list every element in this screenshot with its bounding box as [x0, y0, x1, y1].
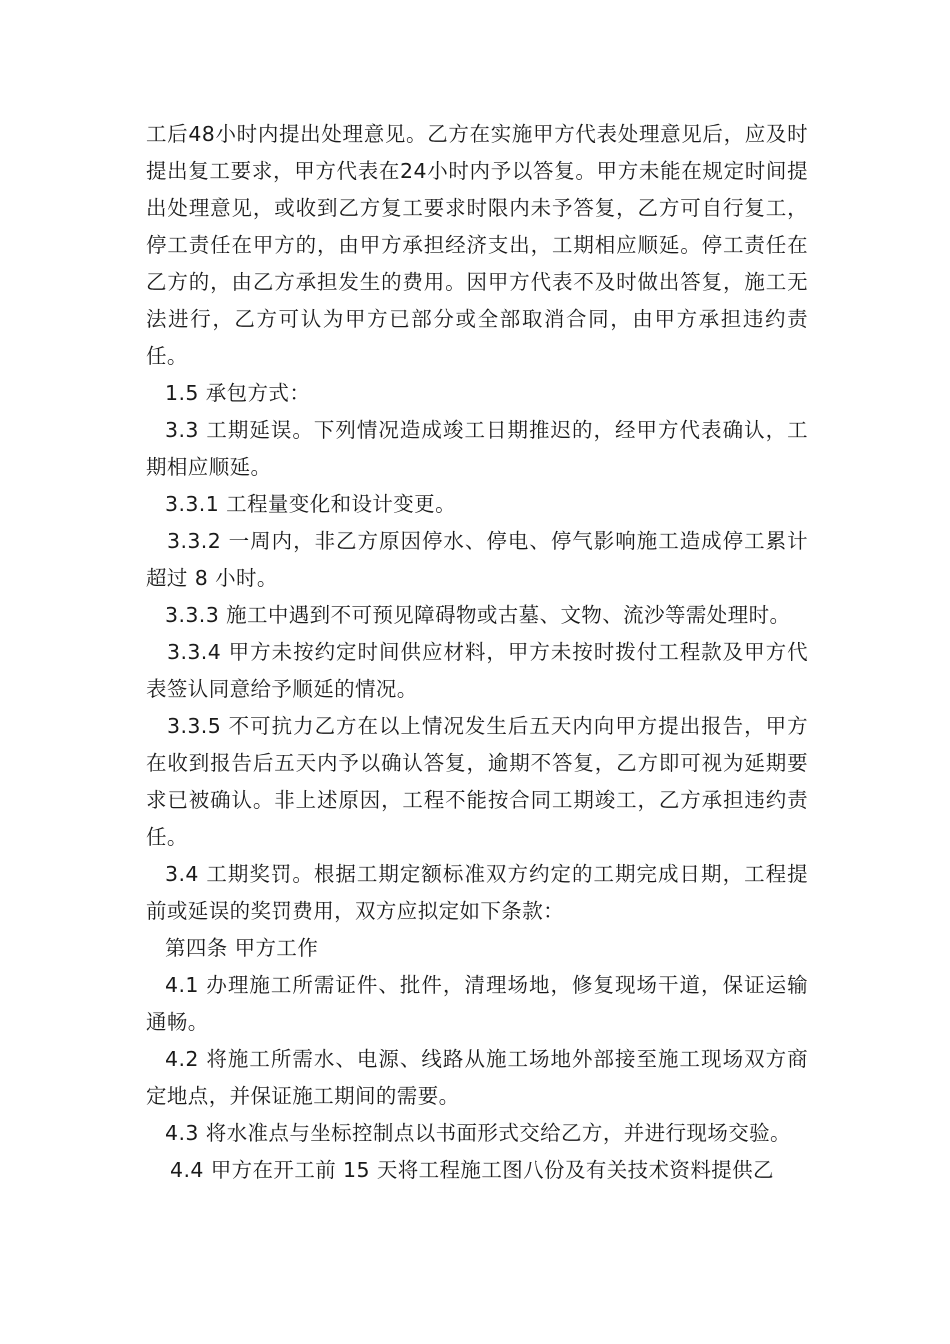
paragraph-continuation: 工后48小时内提出处理意见。乙方在实施甲方代表处理意见后，应及时提出复工要求，甲方代表在24小时内予以答复。甲方未能在规定时间提出处理意见，或收到乙方复工要求时限内未予答复，乙方可自行复工，停工责任在甲方的，由甲方承担经济支出，工期相应顺延。停工责任在乙方的，由乙方承担发生的费用。因甲方代表不及时做出答复，施工无法进行，乙方可认为甲方已部分或全部取消合同，由甲方承担违约责任。 — [146, 122, 808, 368]
paragraph-3-3: 3.3 工期延误。下列情况造成竣工日期推迟的，经甲方代表确认，工期相应顺延。 — [146, 418, 808, 479]
section-heading-article-4: 第四条 甲方工作 — [165, 936, 319, 960]
paragraph-3-3-4: 3.3.4 甲方未按约定时间供应材料，甲方未按时拨付工程款及甲方代表签认同意给予顺延的情况。 — [146, 640, 808, 701]
paragraph-3-3-1: 3.3.1 工程量变化和设计变更。 — [165, 492, 456, 516]
paragraph-3-3-5: 3.3.5 不可抗力乙方在以上情况发生后五天内向甲方提出报告，甲方在收到报告后五天内予以确认答复，逾期不答复，乙方即可视为延期要求已被确认。非上述原因，工程不能按合同工期竣工，乙方承担违约责任。 — [146, 714, 808, 849]
document-body — [146, 116, 808, 1189]
paragraph-4-1: 4.1 办理施工所需证件、批件，清理场地，修复现场干道，保证运输通畅。 — [146, 973, 808, 1034]
paragraph-3-4: 3.4 工期奖罚。根据工期定额标准双方约定的工期完成日期，工程提前或延误的奖罚费用，双方应拟定如下条款： — [146, 862, 808, 923]
paragraph-4-4: 4.4 甲方在开工前 15 天将工程施工图八份及有关技术资料提供乙 — [170, 1158, 774, 1182]
paragraph-3-3-2: 3.3.2 一周内，非乙方原因停水、停电、停气影响施工造成停工累计超过 8 小时。 — [146, 529, 808, 590]
paragraph-1-5: 1.5 承包方式： — [165, 381, 311, 405]
paragraph-4-3: 4.3 将水准点与坐标控制点以书面形式交给乙方，并进行现场交验。 — [165, 1121, 791, 1145]
paragraph-3-3-3: 3.3.3 施工中遇到不可预见障碍物或古墓、文物、流沙等需处理时。 — [165, 603, 791, 627]
paragraph-4-2: 4.2 将施工所需水、电源、线路从施工场地外部接至施工现场双方商定地点，并保证施工期间的需要。 — [146, 1047, 808, 1108]
